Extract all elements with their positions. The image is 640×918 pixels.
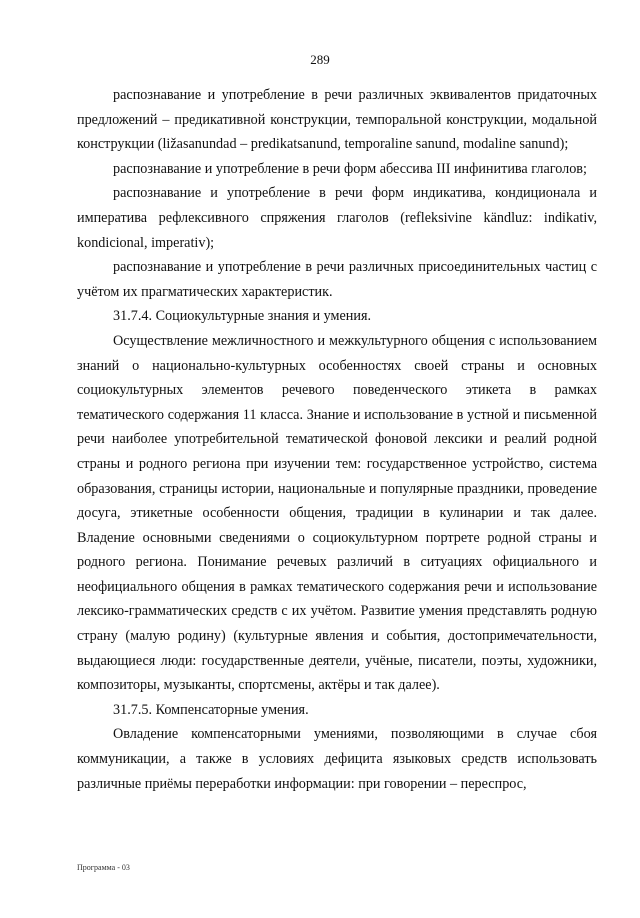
paragraph-abessive: распознавание и употребление в речи форм абессива III инфинитива глаголов;: [113, 160, 587, 177]
section-heading-sociocultural: 31.7.4. Социокультурные знания и умения.: [113, 308, 372, 325]
paragraph-subordinate-equivalents: распознавание и употребление в речи различных эквивалентов придаточных предложений – предикативной конструкции, темпоральной конструкции, модальной конструкции (ližasanundad – predikatsanund, temporaline sanund, modaline sanund);: [77, 87, 597, 153]
paragraph-sociocultural: Осуществление межличностного и межкультурного общения с использованием знаний о национально-культурных особенностях своей страны и основных социокультурных элементов речевого поведенческого этикета в рамках тематического содержания 11 класса. Знание и использование в устной и письменной речи наиболее употребительной тематической фоновой лексики и реалий родной страны и родного региона при изучении тем: государственное устройство, система образования, страницы истории, национальные и популярные праздники, проведение досуга, этикетные особенности общения, традиции в кулинарии и так далее. Владение основными сведениями о социокультурном портрете родной страны и родного региона. Понимание речевых различий в ситуациях официального и неофициального общения в рамках тематического содержания речи и использование лексико-грамматических средств с их учётом. Развитие умения представлять родную страну (малую родину) (культурные явления и события, достопримечательности, выдающиеся люди: государственные деятели, учёные, писатели, поэты, художники, композиторы, музыканты, спортсмены, актёры и так далее).: [77, 332, 597, 694]
document-body: [77, 83, 597, 796]
page-number: 289: [310, 52, 330, 67]
paragraph-particles: распознавание и употребление в речи различных присоединительных частиц с учётом их прагматических характеристик.: [77, 259, 597, 300]
paragraph-reflexive-conjugation: распознавание и употребление в речи форм индикатива, кондиционала и императива рефлексивного спряжения глаголов (refleksivine kändluz: indikativ, kondicional, imperativ);: [77, 185, 597, 251]
footer-label: Программа - 03: [77, 863, 130, 872]
section-heading-compensatory: 31.7.5. Компенсаторные умения.: [113, 701, 309, 718]
paragraph-compensatory: Овладение компенсаторными умениями, позволяющими в случае сбоя коммуникации, а также в условиях дефицита языковых средств использовать различные приёмы переработки информации: при говорении – переспрос,: [77, 726, 597, 792]
